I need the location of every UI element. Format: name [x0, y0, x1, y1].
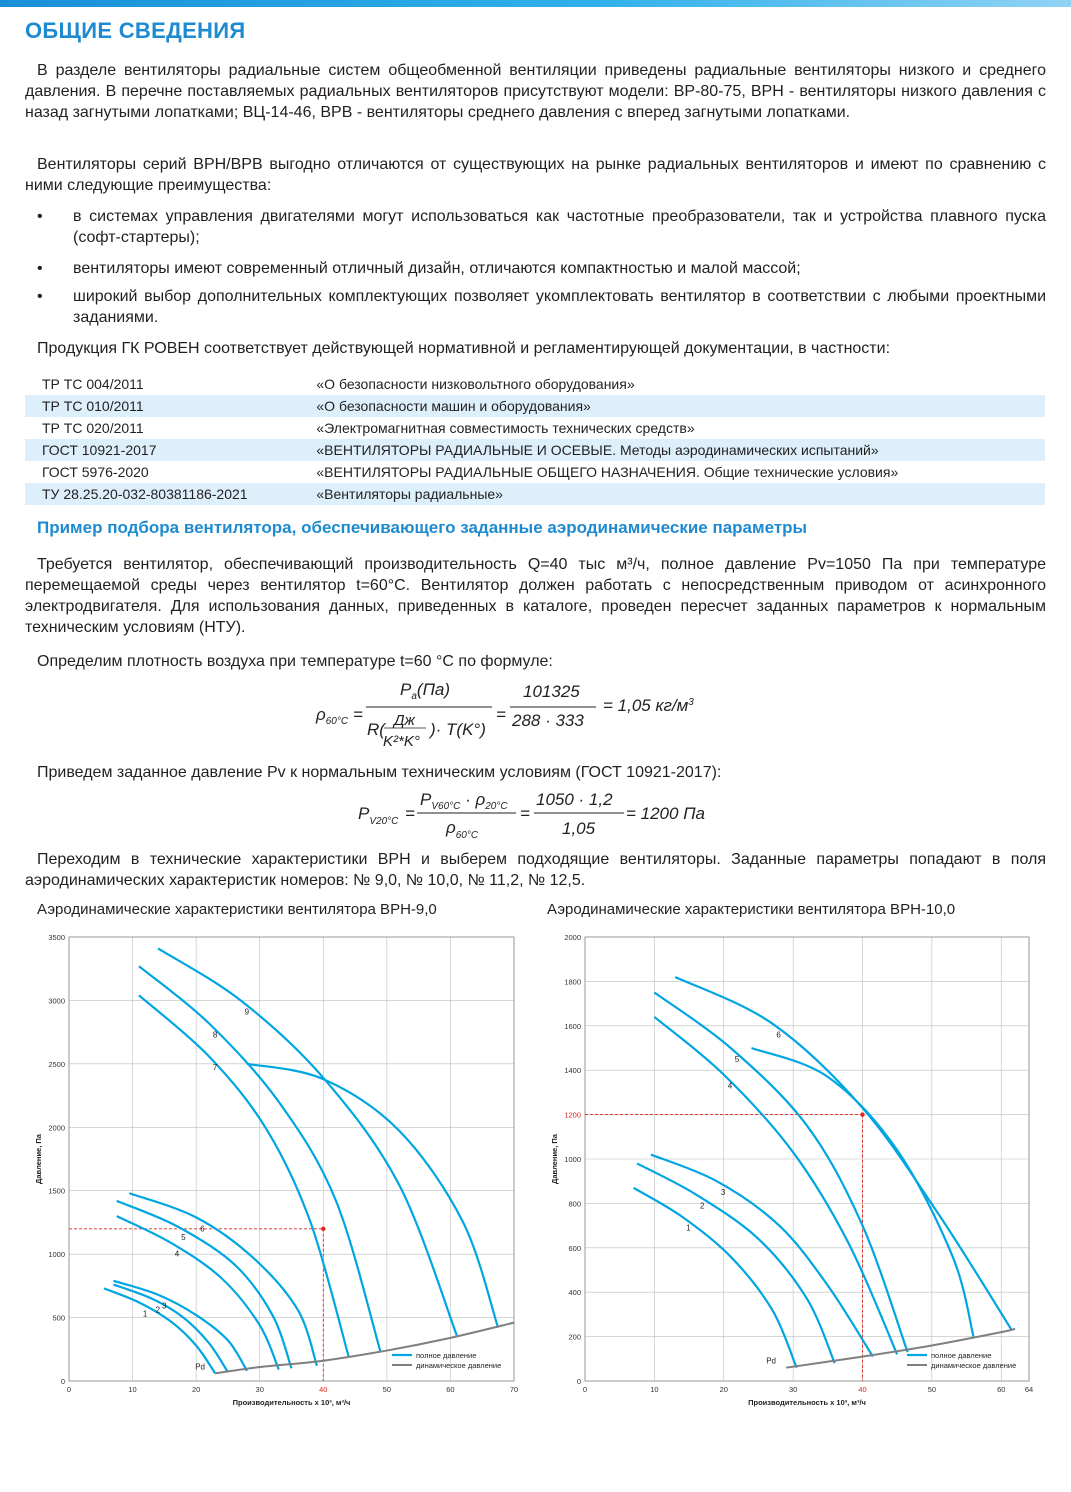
series-label: 4	[727, 1081, 733, 1091]
svg-text:R(: R(	[367, 720, 385, 739]
page-title: ОБЩИЕ СВЕДЕНИЯ	[25, 18, 246, 43]
bullet-item: • вентиляторы имеют современный отличный дизайн, отличаются компактностью и малой массой;	[37, 260, 801, 277]
svg-text:= 1,05 кг/м3: = 1,05 $кг/м^3$	[603, 696, 694, 715]
standard-title: «ВЕНТИЛЯТОРЫ РАДИАЛЬНЫЕ И ОСЕВЫЕ. Методы аэродинамических испытаний»	[302, 439, 1045, 461]
series-label: 3	[720, 1188, 726, 1198]
bullet-item: • широкий выбор дополнительных комплектующих позволяет укомплектовать вентилятор в соответствии с любыми проектными заданиями.	[37, 288, 1046, 326]
series-line	[114, 1281, 248, 1371]
series-line	[675, 977, 1011, 1330]
svg-text:= 1200 Па: = 1200 Па	[626, 804, 705, 823]
svg-text:)· T(K°): )· T(K°)	[430, 720, 486, 739]
table-row	[25, 439, 1045, 461]
series-line	[634, 1188, 797, 1368]
svg-text:Pa(Па): $P_a(Па)$	[400, 680, 451, 702]
svg-text:=: =	[405, 804, 415, 823]
chart-vrn-9	[28, 925, 528, 1415]
svg-text:Дж: Дж	[394, 712, 415, 729]
x-tick-label: 50	[927, 1385, 937, 1394]
intro-paragraph: В разделе вентиляторы радиальные систем общеобменной вентиляции приведены радиальные вентиляторы низкого и среднего давления. В перечне поставляемых радиальных вентиляторов присутствуют модели: ВР-80-75, ВРН - вентиляторы низкого давления с назад загнутыми лопатками; ВЦ-14-46, ВРВ - вентиляторы среднего давления с вперед загнутыми лопатками.	[25, 62, 1046, 121]
density-paragraph: Определим плотность воздуха при температуре t=60 °C по формуле:	[37, 653, 553, 670]
series-label: 3	[162, 1301, 167, 1311]
x-tick-label: 60	[997, 1385, 1006, 1394]
standard-code: ГОСТ 10921-2017	[25, 439, 302, 461]
svg-text:1050 · 1,2: 1050 · 1,2	[536, 790, 613, 809]
series-label: 1	[142, 1309, 148, 1319]
y-axis-label: Давление, Па	[550, 1134, 559, 1184]
y-tick-label: 3500	[48, 933, 65, 942]
table-row	[25, 417, 1045, 439]
series-line	[247, 1064, 498, 1328]
x-tick-label: 40	[319, 1385, 328, 1394]
standard-title: «Вентиляторы радиальные»	[302, 483, 1045, 505]
y-tick-label: 1800	[564, 977, 581, 987]
series-label: 1	[686, 1223, 691, 1233]
y-tick-label: 1500	[48, 1186, 65, 1196]
chart-vrn-10	[545, 925, 1045, 1415]
y-tick-label: 1000	[564, 1155, 581, 1164]
svg-text:=: =	[353, 705, 363, 724]
svg-text:K²*K°: K²*K°	[383, 733, 420, 750]
chart-title-vrn9: Аэродинамические характеристики вентилятора ВРН-9,0	[37, 901, 437, 918]
table-row	[25, 461, 1045, 483]
standard-title: «О безопасности машин и оборудования»	[302, 395, 1045, 417]
series-label: 6	[776, 1030, 781, 1040]
series-label: 5	[734, 1055, 740, 1064]
standard-title: «ВЕНТИЛЯТОРЫ РАДИАЛЬНЫЕ ОБЩЕГО НАЗНАЧЕНИЯ. Общие технические условия»	[316, 464, 899, 480]
svg-text:=: =	[496, 705, 506, 724]
y-tick-label: 2000	[48, 1123, 65, 1133]
y-tick-label: 0	[576, 1377, 581, 1386]
legend-label: полное давление	[416, 1351, 477, 1360]
pd-label: Pd	[766, 1356, 776, 1366]
x-tick-label: 10	[650, 1385, 659, 1394]
x-tick-label: 30	[788, 1385, 798, 1394]
y-axis-label: Давление, Па	[34, 1134, 43, 1184]
legend-label: полное давление	[931, 1351, 992, 1360]
plot-frame	[69, 937, 514, 1381]
x-tick-label: 70	[509, 1385, 519, 1394]
x-tick-label: 60	[446, 1385, 455, 1394]
x-tick-label: 50	[382, 1385, 392, 1394]
pd-label: Pd	[195, 1362, 206, 1372]
y-tick-label: 2000	[564, 933, 581, 942]
y-tick-label: 200	[568, 1332, 581, 1342]
legend-label: динамическое давление	[416, 1361, 502, 1370]
series-label: 5	[181, 1233, 186, 1243]
series-line	[651, 1155, 873, 1357]
standards-table	[25, 373, 1045, 505]
series-label: 4	[174, 1249, 180, 1259]
standard-title: «О безопасности низковольтного оборудования»	[316, 376, 635, 392]
table-row	[25, 373, 1045, 395]
svg-text:PV60°C · ρ20°C: $P_{V60^\circ C} \cdot \rho_{20^\circ C}$	[420, 790, 508, 812]
y-tick-label: 500	[52, 1313, 65, 1323]
legend-label: динамическое давление	[931, 1361, 1017, 1370]
selection-paragraph: Переходим в технические характеристики ВРН и выберем подходящие вентиляторы. Заданные параметры попадают в поля аэродинамических характеристик номеров: № 9,0, № 10,0, № 11,2, № 12,5.	[25, 851, 1046, 889]
svg-text:PV20°C: $P_{V20^\circ C}$	[358, 804, 399, 827]
table-row	[25, 483, 1045, 505]
advantages-intro: Вентиляторы серий ВРН/ВРВ выгодно отличаются от существующих на рынке радиальных вентиляторов и имеют по сравнению с ними следующие преимущества:	[25, 156, 1046, 194]
marker-point	[321, 1227, 325, 1231]
standards-intro: Продукция ГК РОВЕН соответствует действующей нормативной и регламентирующей документации, в частности:	[37, 340, 891, 357]
y-tick-label: 3000	[48, 996, 65, 1006]
bullet-item: • в системах управления двигателями могут использоваться как частотные преобразователи, так и устройства плавного пуска (софт-стартеры);	[37, 208, 1046, 246]
series-label: 2	[155, 1305, 161, 1315]
standard-code: ГОСТ 5976-2020	[42, 464, 149, 480]
x-tick-label: 40	[858, 1385, 867, 1394]
x-tick-label: 30	[255, 1385, 264, 1394]
svg-text:=: =	[520, 804, 530, 823]
chart-title-vrn10: Аэродинамические характеристики вентилятора ВРН-10,0	[547, 901, 956, 918]
x-tick-label: 20	[191, 1385, 201, 1394]
series-label: 8	[212, 1030, 218, 1040]
series-line	[654, 1017, 897, 1354]
y-tick-label: 2500	[48, 1059, 65, 1069]
x-tick-label: 10	[128, 1385, 137, 1394]
x-tick-label: 20	[719, 1385, 728, 1394]
y-tick-label: 1200	[564, 1110, 581, 1120]
standard-code: ТР ТС 020/2011	[42, 420, 144, 436]
pressure-paragraph: Приведем заданное давление Pv к нормальным техническим условиям (ГОСТ 10921-2017):	[37, 764, 722, 781]
standard-code: ТУ 28.25.20-032-80381186-2021	[25, 483, 302, 505]
svg-text:ρ60°C: $\rho_{60^\circ C}$	[446, 818, 479, 841]
x-tick-label: 0	[582, 1385, 588, 1394]
x-tick-label: 0	[66, 1385, 72, 1394]
series-label: 9	[244, 1007, 250, 1017]
y-tick-label: 1600	[564, 1021, 581, 1031]
y-tick-label: 1400	[564, 1066, 581, 1076]
svg-text:1,05: 1,05	[562, 819, 596, 838]
y-tick-label: 1000	[48, 1250, 65, 1260]
series-label: 2	[700, 1201, 705, 1211]
y-tick-label: 0	[60, 1377, 65, 1386]
svg-text:101325: 101325	[523, 682, 580, 701]
table-row	[25, 395, 1045, 417]
y-tick-label: 600	[568, 1243, 581, 1253]
task-paragraph: Требуется вентилятор, обеспечивающий производительность Q=40 тыс м³/ч, полное давление Pv=1050 Па при температуре перемещаемой среды через вентилятор t=60°C. Вентилятор должен работать с непосредственным приводом от асинхронного электродвигателя. Для использования данных, приведенных в каталоге, проведен пересчет заданных параметров к нормальным техническим условиям (НТУ).	[25, 556, 1046, 636]
x-tick-label: 64	[1024, 1385, 1034, 1394]
section-subheading: Пример подбора вентилятора, обеспечивающего заданные аэродинамические параметры	[37, 518, 808, 537]
marker-point	[860, 1112, 864, 1116]
density-formula	[300, 675, 760, 755]
pressure-formula	[350, 787, 750, 845]
y-tick-label: 400	[568, 1288, 581, 1298]
svg-text:288 · 333: 288 · 333	[512, 711, 584, 730]
x-axis-label: Производительность х 10³, м³/ч	[232, 1398, 351, 1407]
y-tick-label: 800	[568, 1199, 581, 1209]
series-label: 7	[212, 1063, 218, 1073]
standard-title: «Электромагнитная совместимость технических средств»	[316, 420, 695, 436]
top-accent-bar	[0, 0, 1071, 7]
series-label: 6	[200, 1224, 205, 1234]
standard-code: ТР ТС 004/2011	[42, 376, 144, 392]
series-line	[155, 948, 457, 1335]
standard-code: ТР ТС 010/2011	[25, 395, 302, 417]
svg-text:ρ60°C: $\rho_{60^\circ C}$	[316, 705, 349, 727]
x-axis-label: Производительность х 10³, м³/ч	[748, 1398, 866, 1407]
